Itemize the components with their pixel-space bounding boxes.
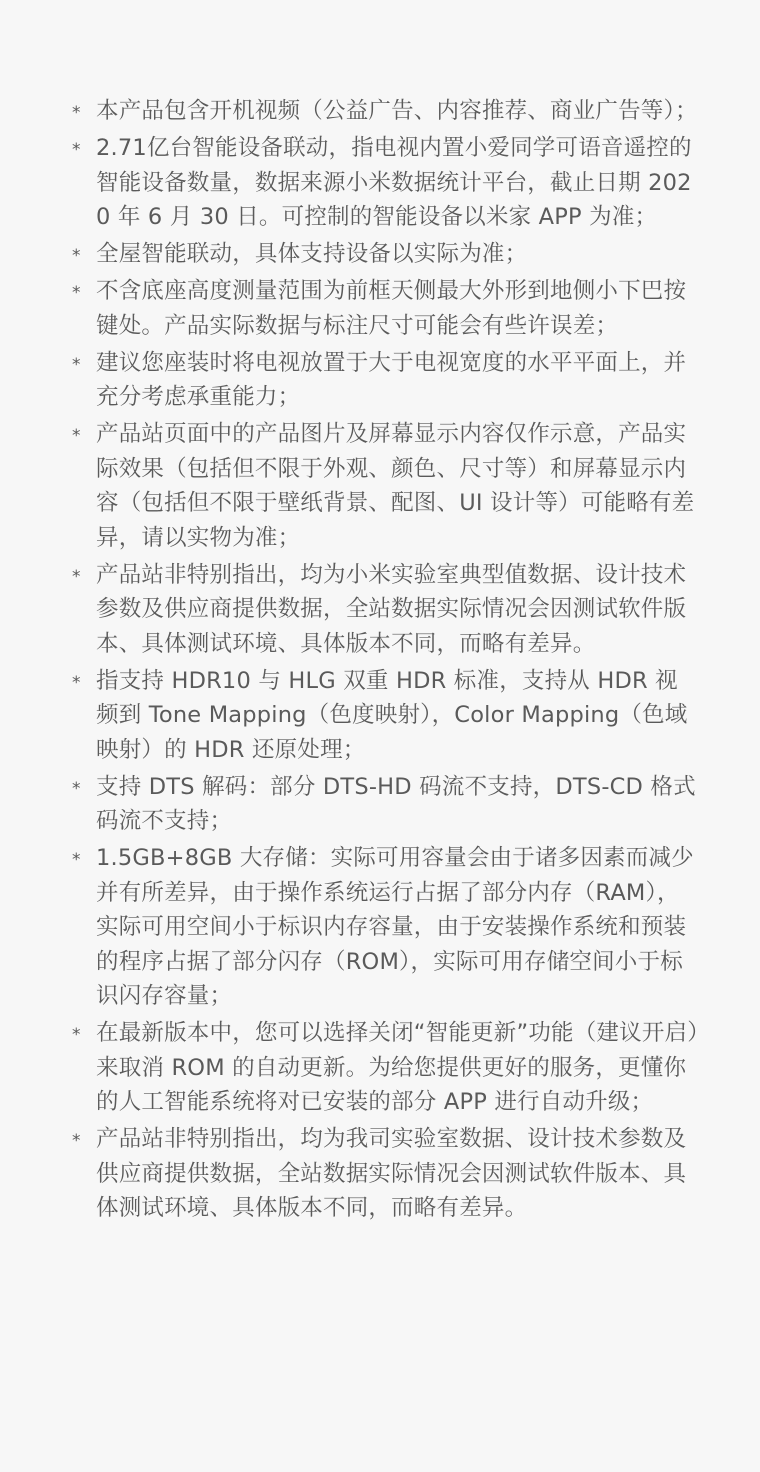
footnote-item bbox=[72, 1122, 700, 1226]
footnote-text: 产品站页面中的产品图片及屏幕显示内容仅作示意，产品实际效果（包括但不限于外观、颜色、尺寸等）和屏幕显示内容（包括但不限于壁纸背景、配图、UI 设计等）可能略有差异，请以实物为准； bbox=[96, 421, 695, 551]
footnote-text: 建议您座装时将电视放置于大于电视宽度的水平平面上，并充分考虑承重能力； bbox=[96, 349, 687, 410]
footnote-text: 全屋智能联动，具体支持设备以实际为准； bbox=[96, 241, 528, 267]
bullet-asterisk: * bbox=[72, 140, 81, 160]
bullet-asterisk: * bbox=[72, 1025, 81, 1045]
footnote-item bbox=[72, 558, 700, 662]
bullet-asterisk: * bbox=[72, 103, 81, 123]
footnote-text: 不含底座高度测量范围为前框天侧最大外形到地侧小下巴按键处。产品实际数据与标注尺寸可能会有些许误差； bbox=[96, 278, 687, 339]
footnote-item bbox=[72, 131, 700, 235]
footnote-text: 指支持 HDR10 与 HLG 双重 HDR 标准，支持从 HDR 视频到 Tone Mapping（色度映射），Color Mapping（色域映射）的 HDR 还原处理； bbox=[96, 667, 688, 763]
bullet-asterisk: * bbox=[72, 1131, 81, 1151]
footnote-text: 2.71亿台智能设备联动，指电视内置小爱同学可语音遥控的智能设备数量，数据来源小米数据统计平台，截止日期 2020 年 6 月 30 日。可控制的智能设备以米家 APP 为准； bbox=[96, 135, 692, 230]
footnote-item bbox=[72, 346, 700, 415]
footnote-text: 在最新版本中，您可以选择关闭“智能更新”功能（建议开启）来取消 ROM 的自动更新。为给您提供更好的服务，更懂你的人工智能系统将对已安装的部分 APP 进行自动升级； bbox=[96, 1020, 699, 1115]
footnote-item bbox=[72, 1016, 700, 1120]
footnote-item bbox=[72, 841, 700, 1014]
footnote-item bbox=[72, 770, 700, 839]
footnote-text: 支持 DTS 解码：部分 DTS-HD 码流不支持，DTS-CD 格式码流不支持； bbox=[96, 773, 696, 834]
footnote-item bbox=[72, 274, 700, 343]
bullet-asterisk: * bbox=[72, 426, 81, 446]
bullet-asterisk: * bbox=[72, 672, 81, 693]
footnote-item bbox=[72, 417, 700, 555]
footnote-item bbox=[72, 237, 700, 272]
bullet-asterisk: * bbox=[72, 246, 81, 266]
footnote-text: 产品站非特别指出，均为我司实验室数据、设计技术参数及供应商提供数据，全站数据实际情况会因测试软件版本、具体测试环境、具体版本不同，而略有差异。 bbox=[96, 1126, 687, 1221]
footnote-text: 产品站非特别指出，均为小米实验室典型值数据、设计技术参数及供应商提供数据，全站数据实际情况会因测试软件版本、具体测试环境、具体版本不同，而略有差异。 bbox=[96, 561, 687, 657]
bullet-asterisk: * bbox=[72, 850, 81, 870]
footnote-text: 本产品包含开机视频（公益广告、内容推荐、商业广告等）； bbox=[96, 98, 698, 124]
bullet-asterisk: * bbox=[72, 778, 81, 799]
footnote-item bbox=[72, 664, 700, 768]
bullet-asterisk: * bbox=[72, 283, 81, 303]
footnote-item bbox=[72, 94, 700, 129]
bullet-asterisk: * bbox=[72, 566, 81, 587]
footnote-text: 1.5GB+8GB 大存储：实际可用容量会由于诸多因素而减少并有所差异，由于操作系统运行占据了部分内存（RAM），实际可用空间小于标识内存容量，由于安装操作系统和预装的程序占据了部分闪存（ROM），实际可用存储空间小于标识闪存容量； bbox=[96, 845, 694, 1009]
bullet-asterisk: * bbox=[72, 354, 81, 375]
